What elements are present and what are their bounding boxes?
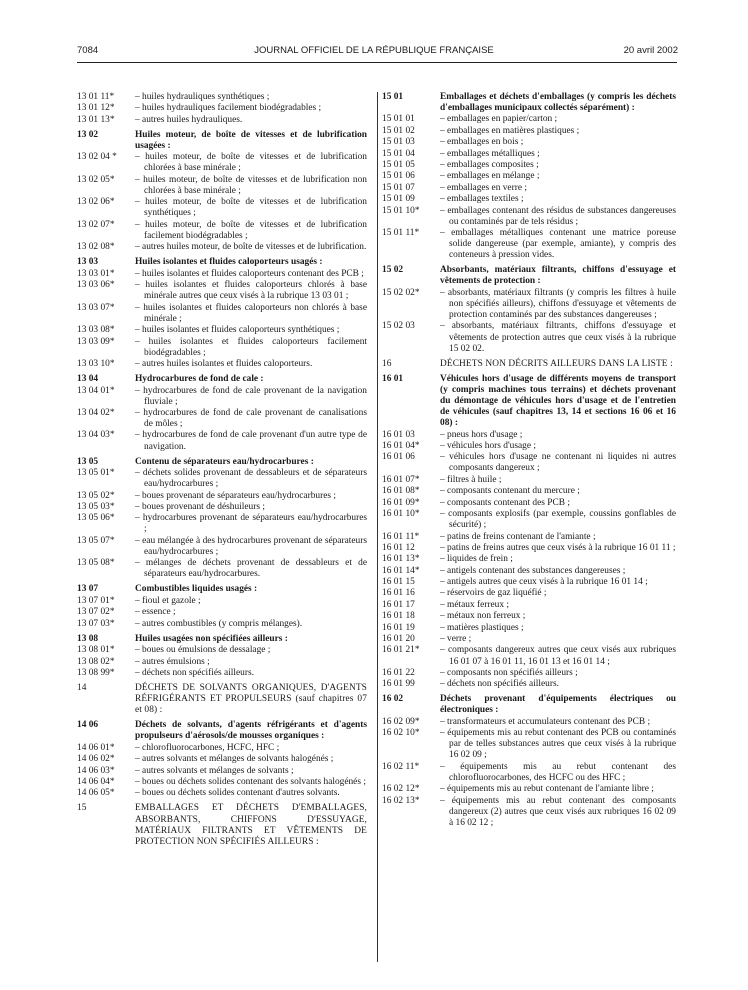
waste-entry <box>77 558 367 580</box>
waste-description: – emballages textiles ; <box>440 194 524 205</box>
waste-description: Véhicules hors d'usage de différents moyens de transport (y compris machines tous terrains) et déchets provenant du démontage de véhicules hors d'usage et de l'entretien de véhicules (sauf chapitres 13, 14 et sections 16 06 et 16 08) : <box>440 373 676 429</box>
waste-description: Hydrocarbures de fond de cale : <box>135 374 264 385</box>
section-heading <box>382 265 676 287</box>
publication-date: 20 avril 2002 <box>623 45 678 56</box>
waste-entry <box>77 645 367 656</box>
section-heading <box>77 634 367 645</box>
waste-entry <box>77 491 367 502</box>
column-divider <box>377 92 378 962</box>
waste-code: 13 03 <box>77 257 99 268</box>
waste-code: 13 04 03* <box>77 430 115 441</box>
waste-description: – huiles isolantes et fluides caloporteurs facilement biodégradables ; <box>135 336 367 358</box>
waste-code: 15 01 05 <box>382 160 415 171</box>
waste-entry <box>382 486 676 497</box>
waste-description: – huiles hydrauliques facilement biodégradables ; <box>135 103 322 114</box>
waste-entry <box>77 502 367 513</box>
waste-code: 16 01 <box>382 373 404 384</box>
waste-description: – huiles moteur, de boîte de vitesses et de lubrification non chlorées à base minérale ; <box>135 174 367 196</box>
waste-description: – boues ou déchets solides contenant des solvants halogénés ; <box>135 776 366 787</box>
waste-entry <box>382 645 676 667</box>
waste-code: 16 01 18 <box>382 611 415 622</box>
waste-description: – emballages en matières plastiques ; <box>440 125 580 136</box>
waste-entry <box>77 619 367 630</box>
waste-description: Déchets de solvants, d'agents réfrigérants et d'agents propulseurs d'aérosols/de mousses organiques : <box>135 720 367 742</box>
waste-entry <box>77 754 367 765</box>
waste-description: Contenu de séparateurs eau/hydrocarbures : <box>135 456 314 467</box>
waste-description: – huiles moteur, de boîte de vitesses et de lubrification synthétiques ; <box>135 197 367 219</box>
section-heading <box>382 694 676 716</box>
waste-code: 15 <box>77 803 87 814</box>
waste-description: – absorbants, matériaux filtrants, chiffons d'essuyage et vêtements de protection autres que ceux visés à la rubrique 15 02 02. <box>440 321 676 354</box>
waste-entry <box>77 408 367 430</box>
waste-code: 16 02 10* <box>382 728 420 739</box>
page-number: 7084 <box>77 45 99 56</box>
waste-entry <box>77 220 367 242</box>
waste-entry <box>77 242 367 253</box>
waste-entry <box>382 498 676 509</box>
waste-code: 13 04 <box>77 374 99 385</box>
waste-code: 13 07 02* <box>77 607 115 618</box>
waste-code: 13 01 13* <box>77 114 115 125</box>
waste-description: – hydrocarbures provenant de séparateurs eau/hydrocarbures ; <box>135 513 367 535</box>
waste-code: 16 01 21* <box>382 645 420 656</box>
waste-code: 16 01 04* <box>382 440 420 451</box>
waste-code: 13 02 06* <box>77 197 115 208</box>
waste-code: 13 03 09* <box>77 336 115 347</box>
waste-description: – pneus hors d'usage ; <box>440 429 523 440</box>
waste-entry <box>382 679 676 690</box>
waste-entry <box>77 175 367 197</box>
waste-entry <box>382 668 676 679</box>
waste-entry <box>382 288 676 321</box>
waste-description: – autres huiles hydrauliques. <box>135 114 243 125</box>
waste-description: – métaux ferreux ; <box>440 599 509 610</box>
waste-description: EMBALLAGES ET DÉCHETS D'EMBALLAGES, ABSORBANTS, CHIFFONS D'ESSUYAGE, MATÉRIAUX FILTRANTS ET VÊTEMENTS DE PROTECTION NON SPÉCIFIÉS AILLEURS : <box>135 803 367 847</box>
section-heading <box>382 92 676 114</box>
waste-description: – composants non spécifiés ailleurs ; <box>440 667 578 678</box>
waste-entry <box>77 468 367 490</box>
header-rule <box>77 62 677 63</box>
waste-entry <box>77 607 367 618</box>
waste-description: – matières plastiques ; <box>440 622 524 633</box>
waste-entry <box>382 509 676 531</box>
waste-entry <box>382 149 676 160</box>
waste-description: – équipements mis au rebut contenant des chlorofluorocarbones, des HCFC ou des HFC ; <box>440 761 676 783</box>
waste-code: 16 <box>382 358 392 369</box>
waste-entry <box>77 325 367 336</box>
waste-description: – composants contenant du mercure ; <box>440 486 580 497</box>
waste-code: 15 01 <box>382 92 404 102</box>
waste-code: 13 07 03* <box>77 618 115 629</box>
waste-code: 15 02 03 <box>382 321 415 332</box>
waste-entry <box>77 359 367 370</box>
waste-description: – liquides de frein ; <box>440 554 513 565</box>
waste-code: 13 05 02* <box>77 490 115 501</box>
waste-description: – hydrocarbures de fond de cale provenant de la navigation fluviale ; <box>135 385 367 407</box>
chapter-heading <box>77 683 367 716</box>
waste-code: 15 01 03 <box>382 137 415 148</box>
waste-description: – autres solvants et mélanges de solvants halogénés ; <box>135 754 334 765</box>
waste-entry <box>77 743 367 754</box>
waste-description: – composants contenant des PCB ; <box>440 497 570 508</box>
waste-description: – filtres à huile ; <box>440 474 502 485</box>
waste-description: – équipements mis au rebut contenant des composants dangereux (2) autres que ceux visés aux rubriques 16 02 09 à 16 02 12 ; <box>440 795 676 828</box>
waste-entry <box>382 611 676 622</box>
waste-description: DÉCHETS DE SOLVANTS ORGANIQUES, D'AGENTS RÉFRIGÉRANTS ET PROPULSEURS (sauf chapitres 07 et 08) : <box>135 683 367 716</box>
waste-description: Huiles moteur, de boîte de vitesses et de lubrification usagées : <box>135 129 367 151</box>
section-heading <box>77 457 367 468</box>
waste-code: 15 01 04 <box>382 148 415 159</box>
waste-entry <box>382 796 676 829</box>
waste-code: 15 01 11* <box>382 228 420 239</box>
waste-code: 13 04 01* <box>77 385 115 396</box>
waste-code: 16 01 16 <box>382 588 415 599</box>
waste-code: 16 01 03 <box>382 429 415 440</box>
waste-entry <box>77 115 367 126</box>
waste-code: 16 01 13* <box>382 554 420 565</box>
waste-description: – emballages métalliques contenant une matrice poreuse solide dangereuse (par exemple, amiante), y compris des conteneurs à pression vides. <box>440 228 676 261</box>
waste-code: 16 01 17 <box>382 599 415 610</box>
waste-code: 13 07 <box>77 584 99 595</box>
waste-code: 15 01 02 <box>382 125 415 136</box>
waste-code: 16 01 14* <box>382 565 420 576</box>
waste-entry <box>77 103 367 114</box>
waste-description: – mélanges de déchets provenant de dessableurs et de séparateurs eau/hydrocarbures. <box>135 558 367 580</box>
waste-code: 13 01 11* <box>77 92 115 102</box>
waste-code: 14 <box>77 683 87 693</box>
waste-description: – eau mélangée à des hydrocarbures provenant de séparateurs eau/hydrocarbures ; <box>135 535 367 557</box>
waste-code: 15 01 06 <box>382 171 415 182</box>
chapter-heading <box>382 359 676 370</box>
waste-description: – autres combustibles (y compris mélanges). <box>135 618 303 629</box>
waste-code: 16 01 19 <box>382 622 415 633</box>
waste-entry <box>77 269 367 280</box>
waste-code: 14 06 <box>77 720 99 731</box>
waste-description: – autres huiles isolantes et fluides caloporteurs. <box>135 359 313 370</box>
waste-code: 16 01 06 <box>382 452 415 463</box>
waste-entry <box>77 536 367 558</box>
waste-description: – huiles moteur, de boîte de vitesses et de lubrification facilement biodégradables ; <box>135 219 367 241</box>
waste-code: 13 08 02* <box>77 656 115 667</box>
waste-entry <box>382 171 676 182</box>
waste-code: 16 01 20 <box>382 634 415 645</box>
waste-description: – emballages en mélange ; <box>440 171 540 182</box>
waste-entry <box>382 634 676 645</box>
waste-entry <box>382 114 676 125</box>
waste-entry <box>382 441 676 452</box>
waste-description: – emballages en verre ; <box>440 182 527 193</box>
waste-code: 15 02 <box>382 265 404 276</box>
waste-entry <box>382 728 676 761</box>
waste-entry <box>77 657 367 668</box>
waste-entry <box>77 152 367 174</box>
chapter-heading <box>77 803 367 847</box>
waste-description: – verre ; <box>440 634 472 645</box>
waste-description: – réservoirs de gaz liquéfié ; <box>440 588 547 599</box>
waste-code: 13 08 99* <box>77 667 115 678</box>
waste-code: 16 02 09* <box>382 716 420 727</box>
waste-description: – composants explosifs (par exemple, coussins gonflables de sécurité) ; <box>440 509 676 531</box>
waste-description: – patins de freins contenant de l'amiante ; <box>440 531 596 542</box>
waste-code: 14 06 03* <box>77 765 115 776</box>
waste-entry <box>382 194 676 205</box>
section-heading <box>77 584 367 595</box>
page-header <box>0 45 748 59</box>
waste-description: – huiles hydrauliques synthétiques ; <box>135 92 270 102</box>
waste-code: 16 01 22 <box>382 667 415 678</box>
waste-code: 13 05 06* <box>77 513 115 524</box>
waste-code: 13 01 12* <box>77 103 115 114</box>
waste-code: 13 03 06* <box>77 280 115 291</box>
waste-code: 16 02 11* <box>382 761 420 772</box>
waste-entry <box>382 321 676 354</box>
waste-code: 16 01 12 <box>382 542 415 553</box>
waste-description: – huiles isolantes et fluides caloporteurs contenant des PCB ; <box>135 268 364 279</box>
waste-entry <box>382 554 676 565</box>
section-heading <box>77 257 367 268</box>
waste-description: – boues ou déchets solides contenant d'autres solvants. <box>135 788 340 799</box>
waste-code: 15 01 01 <box>382 114 415 125</box>
waste-entry <box>382 577 676 588</box>
waste-code: 13 02 05* <box>77 174 115 185</box>
waste-code: 13 02 04 * <box>77 152 117 163</box>
waste-code: 13 05 08* <box>77 558 115 569</box>
waste-code: 16 01 99 <box>382 679 415 690</box>
waste-entry <box>382 160 676 171</box>
section-heading <box>382 374 676 429</box>
waste-entry <box>77 303 367 325</box>
waste-code: 15 01 10* <box>382 205 420 216</box>
waste-description: Huiles usagées non spécifiées ailleurs : <box>135 633 288 644</box>
waste-description: – déchets non spécifiés ailleurs. <box>440 679 559 690</box>
waste-entry <box>77 788 367 799</box>
waste-entry <box>77 280 367 302</box>
waste-entry <box>382 623 676 634</box>
waste-description: Combustibles liquides usagés : <box>135 584 258 595</box>
waste-entry <box>382 600 676 611</box>
waste-description: – équipements mis au rebut contenant de l'amiante libre ; <box>440 784 654 795</box>
waste-entry <box>77 513 367 535</box>
waste-code: 13 08 01* <box>77 645 115 656</box>
waste-description: – équipements mis au rebut contenant des PCB ou contaminés par de telles substances autres que ceux visés à la rubrique 16 02 09 ; <box>440 728 676 761</box>
waste-description: – emballages composites ; <box>440 160 539 171</box>
waste-code: 15 01 07 <box>382 182 415 193</box>
waste-code: 15 01 09 <box>382 194 415 205</box>
waste-description: – absorbants, matériaux filtrants (y compris les filtres à huile non spécifiés ailleurs), chiffons d'essuyage et vêtements de protection contaminés par des substances dangereuses ; <box>440 287 676 321</box>
waste-entry <box>382 206 676 228</box>
waste-code: 13 05 03* <box>77 501 115 512</box>
waste-code: 13 04 02* <box>77 407 115 418</box>
waste-description: – véhicules hors d'usage ; <box>440 440 536 451</box>
waste-description: – patins de freins autres que ceux visés à la rubrique 16 01 11 ; <box>440 542 676 553</box>
waste-code: 13 05 <box>77 456 99 467</box>
right-column <box>382 92 676 829</box>
waste-code: 13 05 07* <box>77 535 115 546</box>
waste-entry <box>382 566 676 577</box>
waste-code: 13 02 07* <box>77 219 115 230</box>
waste-description: – métaux non ferreux ; <box>440 611 526 622</box>
waste-code: 16 02 <box>382 694 404 705</box>
waste-description: – emballages métalliques ; <box>440 148 540 159</box>
waste-description: – emballages en papier/carton ; <box>440 114 558 125</box>
waste-description: – antigels contenant des substances dangereuses ; <box>440 565 626 576</box>
waste-code: 14 06 01* <box>77 742 115 753</box>
waste-entry <box>77 668 367 679</box>
waste-entry <box>382 430 676 441</box>
waste-description: – autres huiles moteur, de boîte de vitesses et de lubrification. <box>135 242 367 253</box>
waste-entry <box>382 784 676 795</box>
waste-description: – emballages en bois ; <box>440 137 524 148</box>
waste-code: 13 07 01* <box>77 595 115 606</box>
waste-code: 16 01 10* <box>382 509 420 520</box>
waste-description: – chlorofluorocarbones, HCFC, HFC ; <box>135 742 280 753</box>
waste-description: – boues provenant de séparateurs eau/hydrocarbures ; <box>135 490 336 501</box>
waste-description: – antigels autres que ceux visés à la rubrique 16 01 14 ; <box>440 577 648 588</box>
waste-code: 13 02 <box>77 129 99 140</box>
waste-code: 16 01 07* <box>382 474 420 485</box>
waste-entry <box>382 475 676 486</box>
waste-code: 16 01 08* <box>382 486 420 497</box>
journal-title: JOURNAL OFFICIEL DE LA RÉPUBLIQUE FRANÇAISE <box>254 45 494 56</box>
waste-description: – transformateurs et accumulateurs contenant des PCB ; <box>440 716 651 727</box>
waste-entry <box>382 762 676 784</box>
waste-code: 13 03 07* <box>77 302 115 313</box>
waste-description: – déchets solides provenant de dessableurs et de séparateurs eau/hydrocarbures ; <box>135 468 367 490</box>
waste-description: Emballages et déchets d'emballages (y compris les déchets d'emballages municipaux collectés séparément) : <box>440 92 676 114</box>
waste-code: 13 03 10* <box>77 359 115 370</box>
waste-entry <box>382 543 676 554</box>
section-heading <box>77 130 367 152</box>
waste-description: – boues provenant de déshuileurs ; <box>135 501 265 512</box>
waste-code: 14 06 05* <box>77 788 115 799</box>
waste-description: – huiles isolantes et fluides caloporteurs non chlorés à base minérale ; <box>135 302 367 324</box>
waste-entry <box>77 777 367 788</box>
waste-description: DÉCHETS NON DÉCRITS AILLEURS DANS LA LISTE : <box>440 358 673 369</box>
waste-description: – essence ; <box>135 607 176 618</box>
waste-entry <box>77 430 367 452</box>
waste-description: Huiles isolantes et fluides caloporteurs usagés : <box>135 257 323 268</box>
waste-description: – emballages contenant des résidus de substances dangereuses ou contaminés par de tels résidus ; <box>440 205 676 227</box>
waste-description: – composants dangereux autres que ceux visés aux rubriques 16 01 07 à 16 01 11, 16 01 13 et 16 01 14 ; <box>440 645 676 667</box>
waste-entry <box>382 532 676 543</box>
left-column <box>77 92 367 851</box>
waste-description: – boues ou émulsions de dessalage ; <box>135 645 271 656</box>
waste-code: 14 06 02* <box>77 754 115 765</box>
waste-description: – déchets non spécifiés ailleurs. <box>135 667 254 678</box>
waste-code: 15 02 02* <box>382 287 420 298</box>
waste-code: 16 02 12* <box>382 784 420 795</box>
waste-description: – huiles isolantes et fluides caloporteurs chlorés à base minérale autres que ceux visés à la rubrique 13 03 01 ; <box>135 280 367 302</box>
waste-entry <box>382 588 676 599</box>
waste-description: – autres émulsions ; <box>135 656 210 667</box>
section-heading <box>77 374 367 385</box>
waste-entry <box>77 92 367 103</box>
waste-description: – fioul et gazole ; <box>135 595 201 606</box>
waste-entry <box>382 452 676 474</box>
waste-code: 13 08 <box>77 633 99 644</box>
waste-code: 13 05 01* <box>77 468 115 479</box>
waste-code: 13 02 08* <box>77 242 115 253</box>
waste-code: 14 06 04* <box>77 776 115 787</box>
waste-description: – huiles isolantes et fluides caloporteurs synthétiques ; <box>135 325 340 336</box>
waste-code: 16 01 09* <box>382 497 420 508</box>
waste-entry <box>77 197 367 219</box>
waste-description: – hydrocarbures de fond de cale provenant de canalisations de môles ; <box>135 407 367 430</box>
waste-entry <box>382 137 676 148</box>
waste-entry <box>77 766 367 777</box>
waste-entry <box>77 337 367 359</box>
waste-entry <box>382 228 676 261</box>
waste-description: – autres solvants et mélanges de solvants ; <box>135 765 294 776</box>
waste-code: 16 01 11* <box>382 531 420 542</box>
waste-code: 13 03 01* <box>77 268 115 279</box>
waste-description: Déchets provenant d'équipements électriques ou électroniques : <box>440 694 676 716</box>
waste-description: Absorbants, matériaux filtrants, chiffons d'essuyage et vêtements de protection : <box>440 265 676 287</box>
waste-description: – hydrocarbures de fond de cale provenant d'un autre type de navigation. <box>135 430 367 452</box>
section-heading <box>77 720 367 742</box>
waste-description: – huiles moteur, de boîte de vitesses et de lubrification chlorées à base minérale ; <box>135 152 367 174</box>
waste-entry <box>382 717 676 728</box>
waste-entry <box>77 386 367 408</box>
waste-code: 13 03 08* <box>77 325 115 336</box>
waste-entry <box>77 596 367 607</box>
waste-entry <box>382 126 676 137</box>
waste-code: 16 02 13* <box>382 795 420 806</box>
waste-entry <box>382 183 676 194</box>
waste-description: – véhicules hors d'usage ne contenant ni liquides ni autres composants dangereux ; <box>440 452 676 474</box>
waste-code: 16 01 15 <box>382 577 415 588</box>
